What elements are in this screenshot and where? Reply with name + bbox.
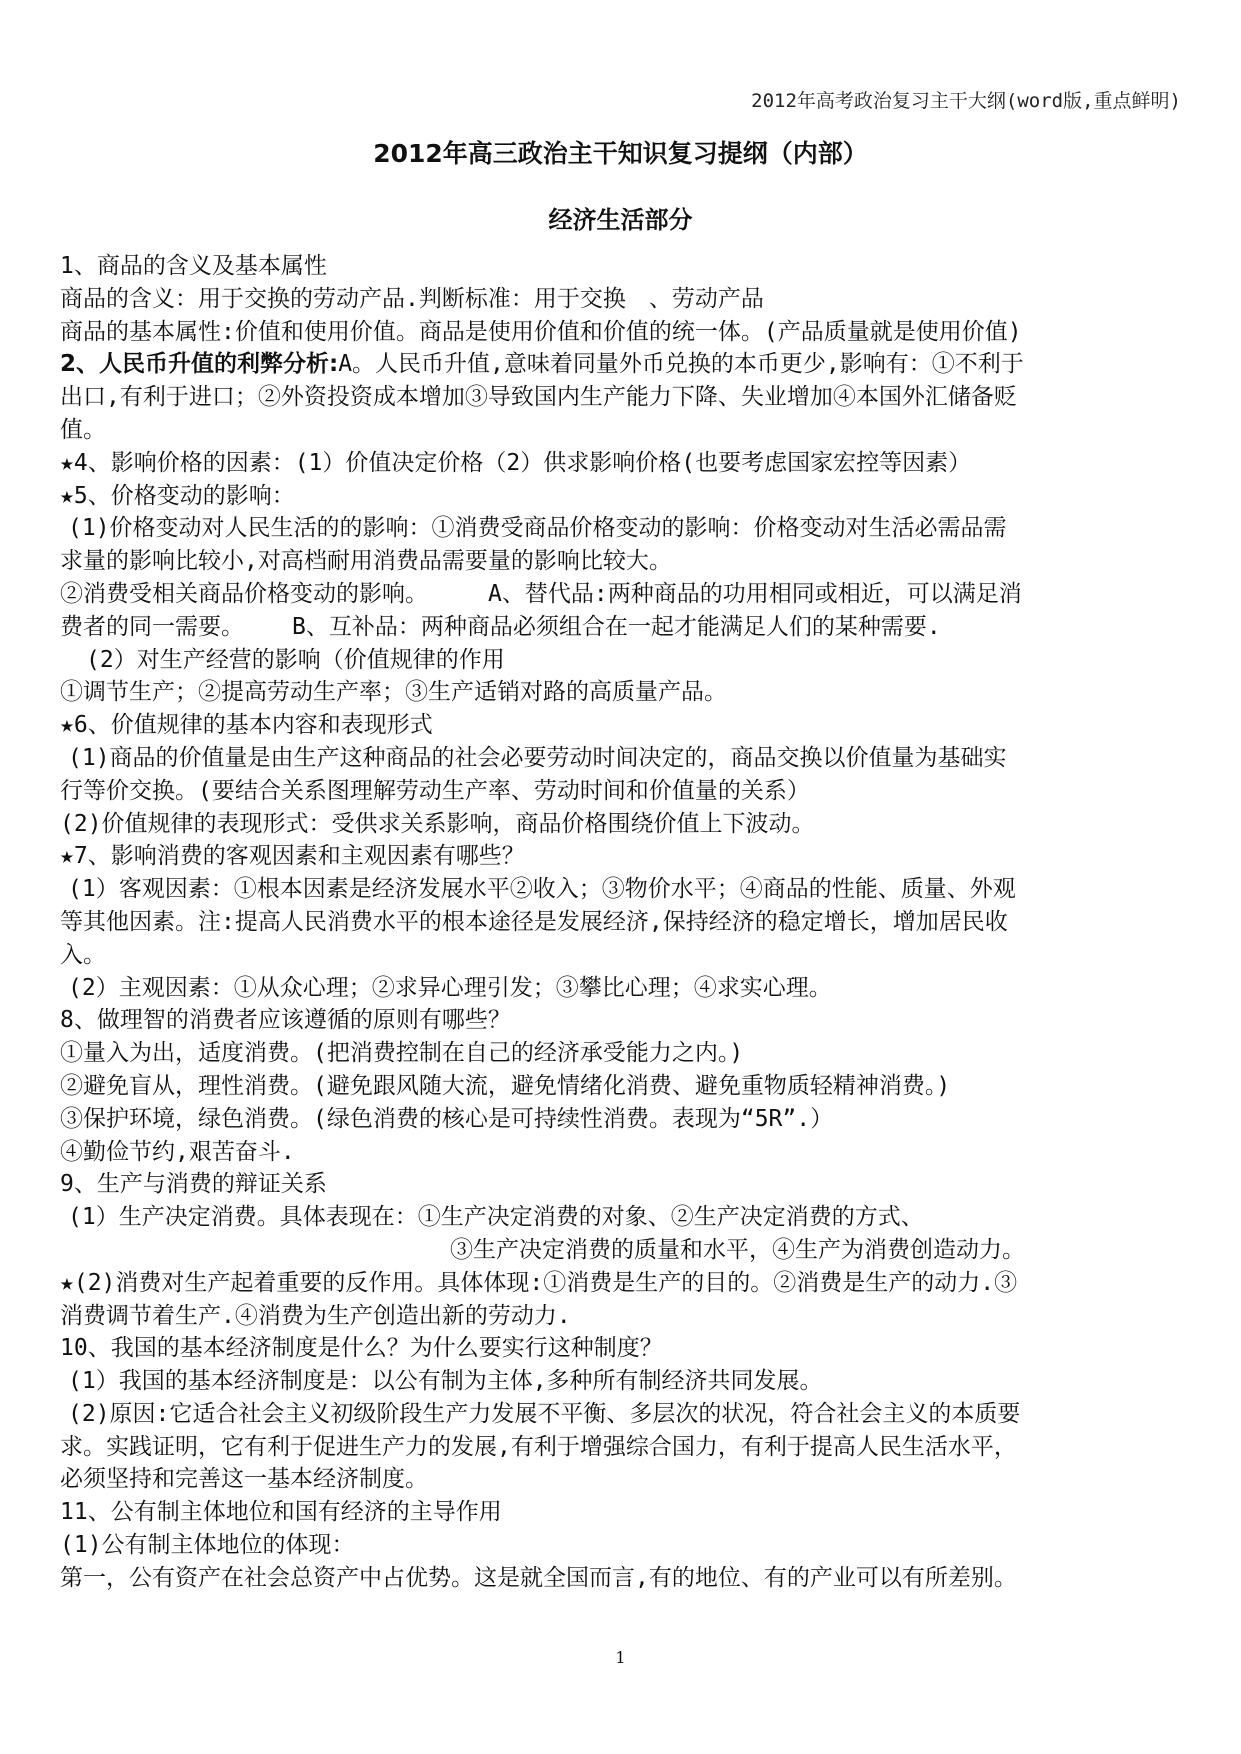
paragraph-text: ②消费受相关商品价格变动的影响。 — [60, 580, 428, 607]
heading-2-line — [60, 348, 1185, 381]
paragraph-line — [60, 611, 1185, 644]
paragraph-line: (2）对生产经营的影响（价值规律的作用 — [86, 646, 505, 673]
paragraph-line: ★(2)消费对生产起着重要的反作用。具体体现:①消费是生产的目的。②消费是生产的动力.③ — [60, 1269, 1018, 1296]
heading-1: 1、商品的含义及基本属性 — [60, 253, 327, 279]
heading-6: ★6、价值规律的基本内容和表现形式 — [60, 712, 433, 739]
paragraph-line: 求量的影响比较小,对高档耐用消费品需要量的影响比较大。 — [60, 548, 672, 575]
paragraph-line: (2)原因:它适合社会主义初级阶段生产力发展不平衡、多层次的状况，符合社会主义的本质要 — [68, 1400, 1021, 1427]
paragraph-line: 出口,有利于进口；②外资投资成本增加③导致国内生产能力下降、失业增加④本国外汇储备贬 — [60, 384, 1017, 411]
paragraph-line: (1）我国的基本经济制度是：以公有制为主体,多种所有制经济共同发展。 — [68, 1368, 823, 1395]
paragraph-line: (2)价值规律的表现形式：受供求关系影响，商品价格围绕价值上下波动。 — [60, 810, 815, 837]
heading-11: 11、公有制主体地位和国有经济的主导作用 — [60, 1499, 502, 1526]
document-title: 2012年高三政治主干知识复习提纲（内部） — [373, 139, 868, 168]
heading-2-bold: 2、人民币升值的利弊分析: — [60, 351, 339, 378]
paragraph-line: ③生产决定消费的质量和水平，④生产为消费创造动力。 — [450, 1236, 1025, 1263]
paragraph-line: (1）生产决定消费。具体表现在：①生产决定消费的对象、②生产决定消费的方式、 — [68, 1204, 924, 1231]
paragraph-text: B、互补品：两种商品必须组合在一起才能满足人们的某种需要. — [292, 613, 941, 640]
page-number: 1 — [615, 1648, 626, 1667]
paragraph-line: ③保护环境，绿色消费。(绿色消费的核心是可持续性消费。表现为“5R”.） — [60, 1105, 834, 1132]
paragraph-line: ①调节生产；②提高劳动生产率；③生产适销对路的高质量产品。 — [60, 679, 727, 706]
paragraph-line: (1）客观因素：①根本因素是经济发展水平②收入；③物价水平；④商品的性能、质量、外观 — [68, 876, 1016, 903]
paragraph-text: A。人民币升值,意味着同量外币兑换的本币更少,影响有：①不利于 — [338, 351, 1024, 378]
paragraph-line: (1)商品的价值量是由生产这种商品的社会必要劳动时间决定的，商品交换以价值量为基础实 — [68, 744, 1007, 771]
paragraph-line: 等其他因素。注:提高人民消费水平的根本途径是发展经济,保持经济的稳定增长，增加居民收 — [60, 908, 1008, 935]
paragraph-line: (2）主观因素：①从众心理；②求异心理引发；③攀比心理；④求实心理。 — [68, 974, 832, 1001]
document-body — [60, 250, 1185, 1595]
paragraph-line: 入。 — [60, 941, 106, 968]
paragraph-line: 行等价交换。(要结合关系图理解劳动生产率、劳动时间和价值量的关系） — [60, 777, 810, 804]
heading-8: 8、做理智的消费者应该遵循的原则有哪些？ — [60, 1007, 511, 1034]
paragraph-line: ①量入为出，适度消费。(把消费控制在自己的经济承受能力之内。) — [60, 1040, 744, 1067]
paragraph-line: 第一，公有资产在社会总资产中占优势。这是就全国而言,有的地位、有的产业可以有所差别。 — [60, 1564, 1017, 1591]
heading-5: ★5、价格变动的影响： — [60, 482, 295, 509]
paragraph-line: 值。 — [60, 416, 106, 443]
heading-7: ★7、影响消费的客观因素和主观因素有哪些？ — [60, 843, 525, 870]
paragraph-line: (1)价格变动对人民生活的的影响：①消费受商品价格变动的影响：价格变动对生活必需品需 — [68, 515, 1007, 542]
paragraph-text: 费者的同一需要。 — [60, 613, 244, 640]
heading-4: ★4、影响价格的因素：(1）价值决定价格（2）供求影响价格(也要考虑国家宏控等因素） — [60, 449, 972, 476]
heading-9: 9、生产与消费的辩证关系 — [60, 1171, 327, 1198]
paragraph-line: 商品的基本属性:价值和使用价值。商品是使用价值和价值的统一体。(产品质量就是使用价值) — [60, 318, 1022, 345]
paragraph-line — [60, 578, 1185, 611]
paragraph-line: 必须坚持和完善这一基本经济制度。 — [60, 1466, 428, 1493]
paragraph-line: (1)公有制主体地位的体现： — [60, 1532, 355, 1559]
running-header: 2012年高考政治复习主干大纲(word版,重点鲜明) — [751, 90, 1181, 112]
section-title: 经济生活部分 — [548, 206, 693, 234]
paragraph-line: 消费调节着生产.④消费为生产创造出新的劳动力. — [60, 1302, 571, 1329]
paragraph-line: 商品的含义：用于交换的劳动产品.判断标准：用于交换 、劳动产品 — [60, 285, 764, 312]
paragraph-line: 求。实践证明，它有利于促进生产力的发展,有利于增强综合国力，有利于提高人民生活水平， — [60, 1433, 1017, 1460]
paragraph-line: ②避免盲从，理性消费。(避免跟风随大流，避免情绪化消费、避免重物质轻精神消费。) — [60, 1072, 951, 1099]
paragraph-text: A、替代品:两种商品的功用相同或相近，可以满足消 — [488, 580, 1022, 607]
heading-10: 10、我国的基本经济制度是什么？为什么要实行这种制度？ — [60, 1335, 663, 1362]
paragraph-line: ④勤俭节约,艰苦奋斗. — [60, 1138, 295, 1165]
